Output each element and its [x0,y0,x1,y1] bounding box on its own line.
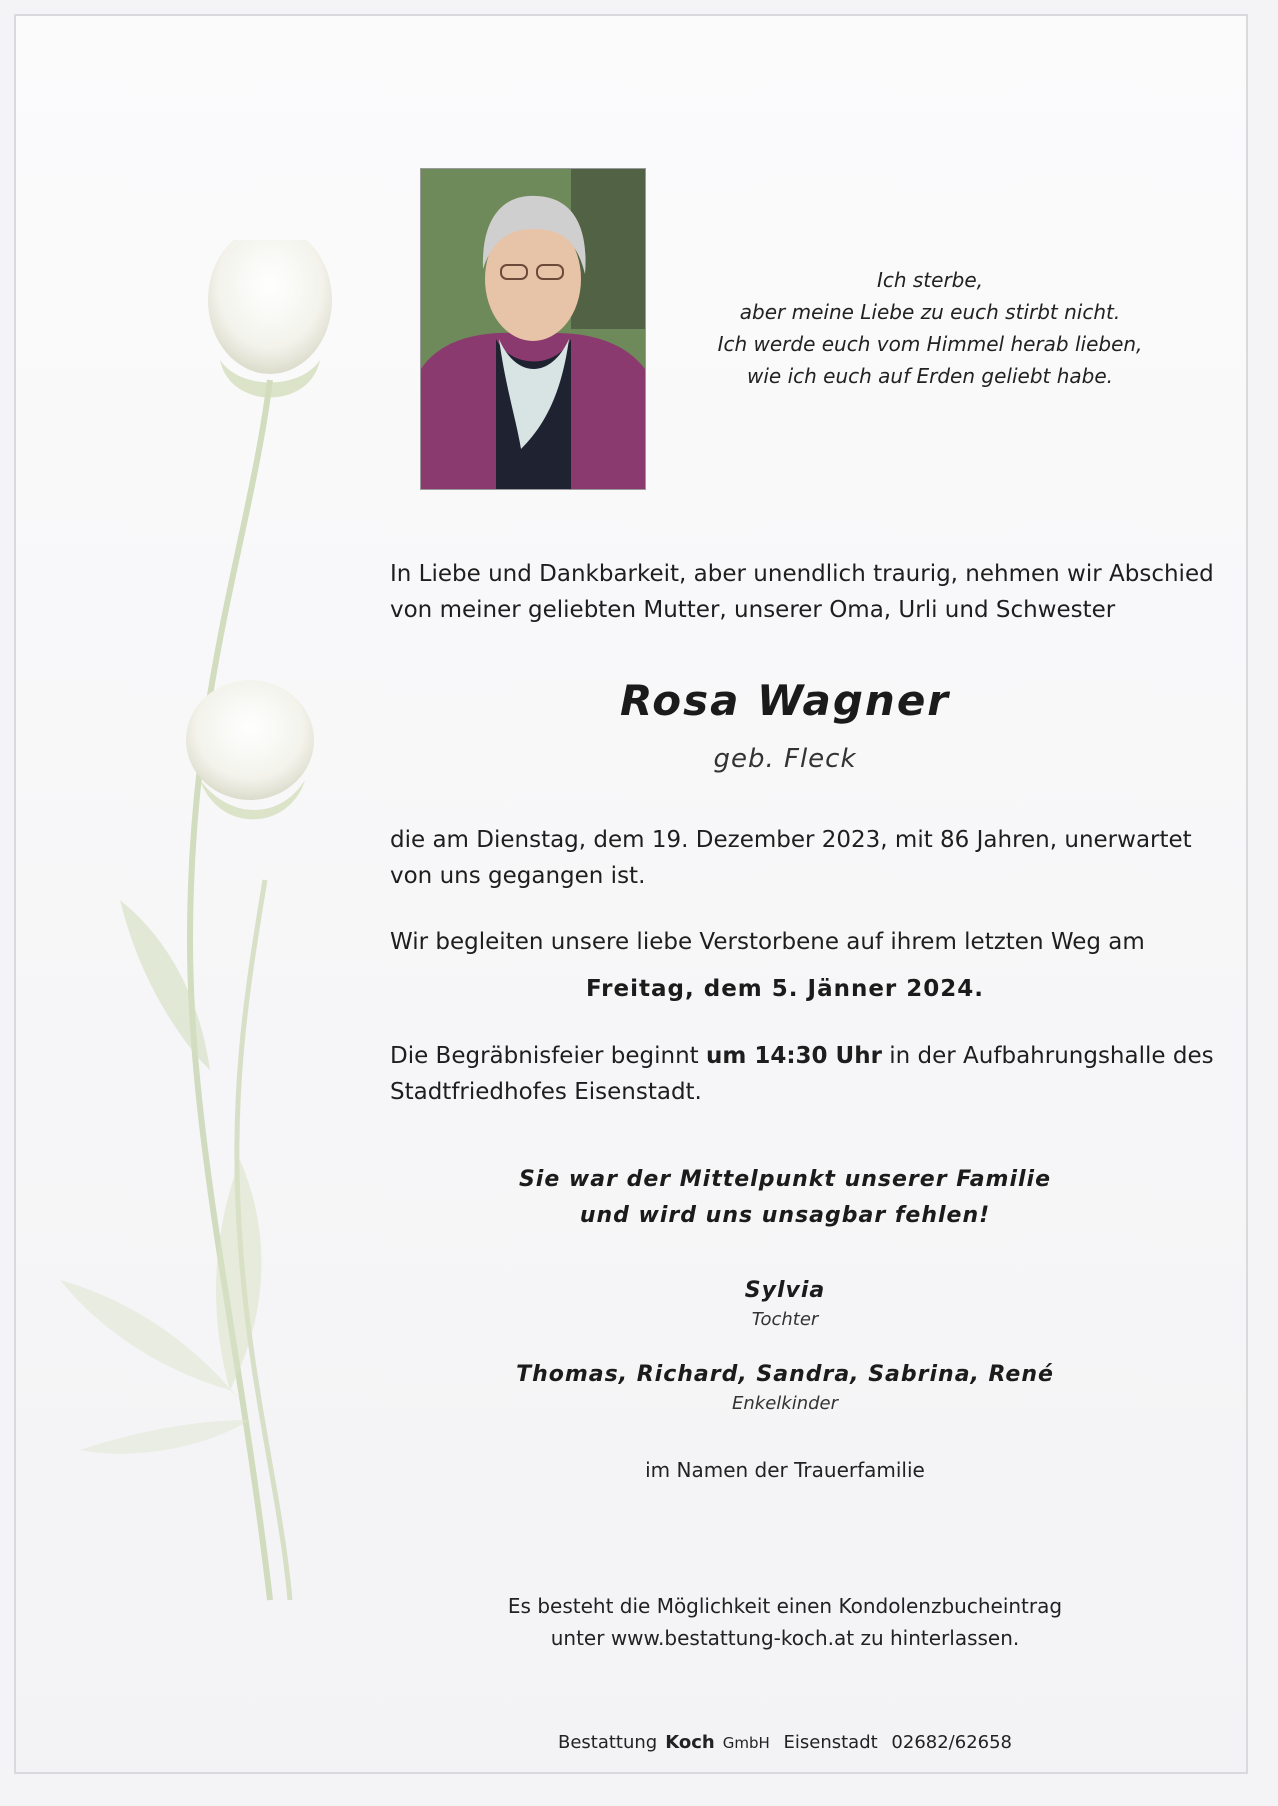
rose-illustration [40,240,400,1620]
mourner-relation: Enkelkinder [731,1393,838,1414]
birth-name: geb. Fleck [713,744,857,774]
mourner-relation: Tochter [751,1309,819,1330]
footer-city: Eisenstadt [783,1732,878,1753]
memorial-quote [670,264,1190,392]
ceremony-time: um 14:30 Uhr [705,1043,882,1069]
footer-brand: Koch [665,1732,715,1753]
deceased-name: Rosa Wagner [619,676,951,725]
mourner-daughter [390,1278,1180,1330]
mourner-names: Sylvia [744,1278,826,1303]
intro-line: In Liebe und Dankbarkeit, aber unendlich traurig, nehmen wir Abschied [390,561,1214,587]
tribute-line: und wird uns unsagbar fehlen! [579,1203,991,1228]
intro-paragraph [390,556,1214,628]
ceremony-prefix: Die Begräbnisfeier beginnt [390,1043,699,1069]
ceremony-paragraph [390,1038,1214,1110]
tribute-line: Sie war der Mittelpunkt unserer Familie [518,1167,1052,1192]
mourner-grandchildren [390,1362,1180,1414]
condolence-line: Es besteht die Möglichkeit einen Kondolenzbucheintrag [507,1594,1063,1618]
footer-phone: 02682/62658 [891,1732,1013,1753]
funeral-date: Freitag, dem 5. Jänner 2024. [585,976,985,1002]
quote-line: aber meine Liebe zu euch stirbt nicht. [739,300,1121,324]
quote-line: Ich werde euch vom Himmel herab lieben, [717,332,1143,356]
condolence-line: unter www.bestattung-koch.at zu hinterlassen. [550,1626,1020,1650]
quote-line: Ich sterbe, [876,268,984,292]
death-notice-line: von uns gegangen ist. [390,863,646,889]
death-notice [390,822,1210,894]
funeral-intro-line: Wir begleiten unsere liebe Verstorbene auf ihrem letzten Weg am [390,929,1145,955]
footer-prefix: Bestattung [557,1732,658,1753]
ceremony-place: Stadtfriedhofes Eisenstadt. [390,1079,702,1105]
footer-legal: GmbH [722,1734,770,1752]
death-notice-line: die am Dienstag, dem 19. Dezember 2023, mit 86 Jahren, unerwartet [390,827,1192,853]
funeral-intro [390,924,1210,960]
ceremony-suffix: in der Aufbahrungshalle des [889,1043,1214,1069]
condolence-notice [390,1590,1180,1654]
funeral-home-footer [390,1732,1180,1753]
quote-line: wie ich euch auf Erden geliebt habe. [747,364,1113,388]
mourner-names: Thomas, Richard, Sandra, Sabrina, René [516,1362,1054,1387]
portrait-photo [420,168,646,490]
tribute [390,1162,1180,1234]
on-behalf-of-family: im Namen der Trauerfamilie [645,1458,925,1482]
intro-line: von meiner geliebten Mutter, unserer Oma, Urli und Schwester [390,597,1116,623]
